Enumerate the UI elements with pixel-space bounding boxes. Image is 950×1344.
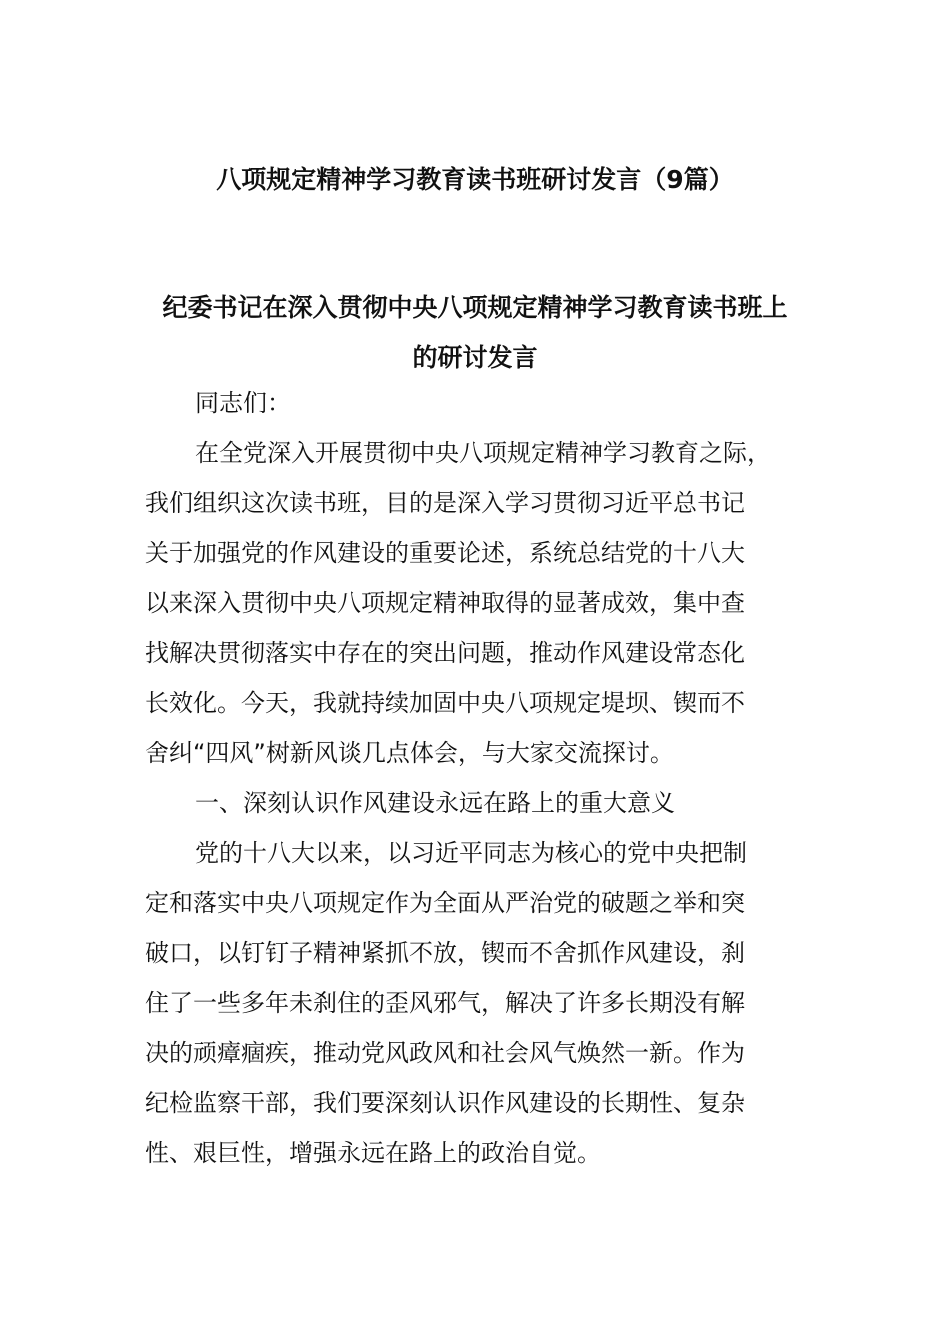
paragraph-line: 住了一些多年未刹住的歪风邪气，解决了许多长期没有解	[145, 989, 745, 1017]
paragraph-line: 长效化。今天，我就持续加固中央八项规定堤坝、锲而不	[145, 689, 745, 717]
paragraph-line: 我们组织这次读书班，目的是深入学习贯彻习近平总书记	[145, 489, 745, 517]
paragraph-line: 关于加强党的作风建设的重要论述，系统总结党的十八大	[145, 539, 745, 567]
paragraph-line: 纪检监察干部，我们要深刻认识作风建设的长期性、复杂	[145, 1089, 745, 1117]
greeting-paragraph	[145, 378, 825, 428]
section-heading-text: 一、深刻认识作风建设永远在路上的重大意义	[195, 789, 675, 817]
greeting-text: 同志们：	[195, 389, 291, 417]
paragraph-intro	[145, 428, 825, 778]
speech-title-line: 的研讨发言	[412, 343, 538, 372]
paragraph-line: 性、艰巨性，增强永远在路上的政治自觉。	[145, 1139, 601, 1167]
paragraph-line: 舍纠“四风”树新风谈几点体会，与大家交流探讨。	[145, 739, 674, 767]
paragraph-line: 找解决贯彻落实中存在的突出问题，推动作风建设常态化	[145, 639, 745, 667]
document-title: 八项规定精神学习教育读书班研讨发言（9篇）	[216, 165, 734, 194]
speech-title-line: 纪委书记在深入贯彻中央八项规定精神学习教育读书班上	[162, 293, 788, 322]
paragraph-line: 决的顽瘴痼疾，推动党风政风和社会风气焕然一新。作为	[145, 1039, 745, 1067]
paragraph-line: 在全党深入开展贯彻中央八项规定精神学习教育之际，	[195, 439, 771, 467]
speech-title	[120, 283, 830, 383]
paragraph-line: 定和落实中央八项规定作为全面从严治党的破题之举和突	[145, 889, 745, 917]
paragraph-line: 以来深入贯彻中央八项规定精神取得的显著成效，集中查	[145, 589, 745, 617]
paragraph-section-1	[145, 828, 825, 1178]
section-heading-1	[145, 778, 825, 828]
paragraph-line: 党的十八大以来，以习近平同志为核心的党中央把制	[195, 839, 747, 867]
paragraph-line: 破口，以钉钉子精神紧抓不放，锲而不舍抓作风建设，刹	[145, 939, 745, 967]
